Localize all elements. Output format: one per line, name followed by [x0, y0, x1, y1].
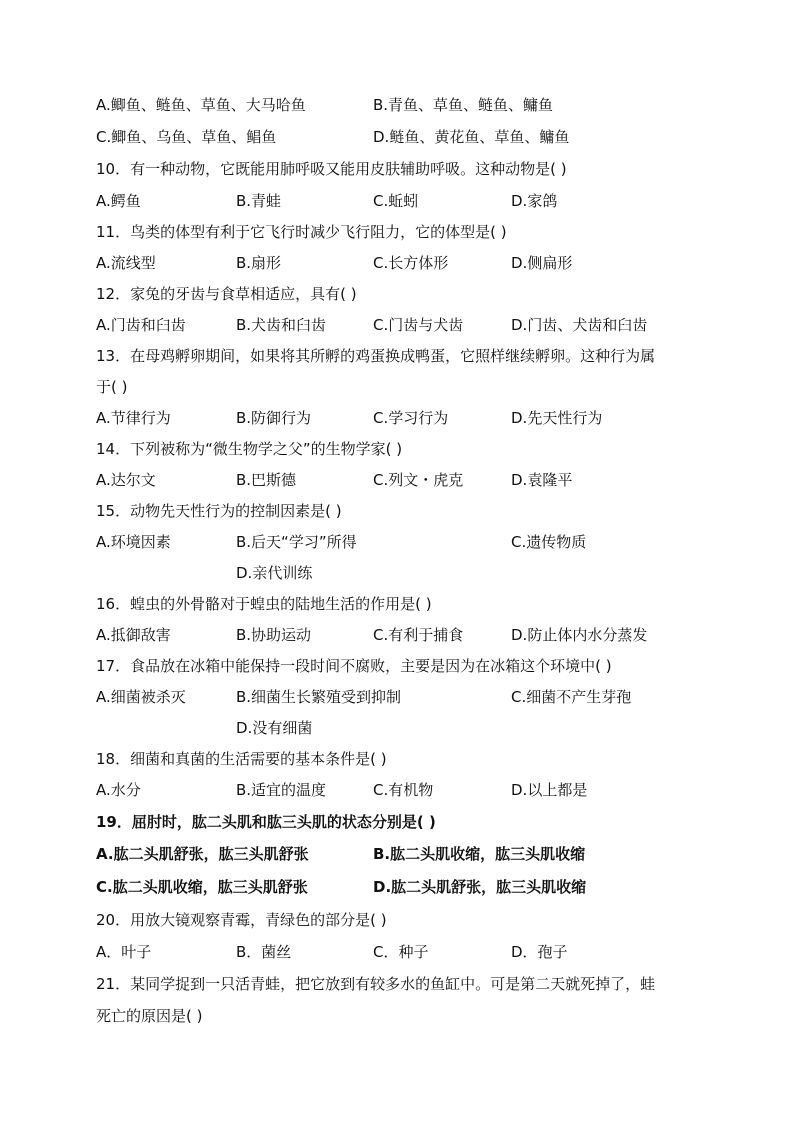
- option-b[interactable]: B.适宜的温度: [236, 781, 327, 799]
- option-c[interactable]: C.有机物: [373, 781, 434, 799]
- option-a[interactable]: A.肱二头肌舒张，肱三头肌舒张: [96, 845, 309, 863]
- question-text: 17．食品放在冰箱中能保持一段时间不腐败，主要是因为在冰箱这个环境中( ): [96, 657, 612, 675]
- option-b[interactable]: B．菌丝: [236, 943, 292, 961]
- option-a[interactable]: A.细菌被杀灭: [96, 688, 186, 706]
- question-text: 14．下列被称为“微生物学之父”的生物学家( ): [96, 440, 403, 458]
- option-d[interactable]: D.以上都是: [511, 781, 588, 799]
- option-d[interactable]: D.肱二头肌舒张，肱三头肌收缩: [373, 878, 587, 896]
- question-text: 12．家兔的牙齿与食草相适应，具有( ): [96, 285, 357, 303]
- option-c[interactable]: C.列文・虎克: [373, 471, 464, 489]
- option-c[interactable]: C.细菌不产生芽孢: [511, 688, 632, 706]
- option-d[interactable]: D.家鸽: [511, 192, 558, 210]
- option-c[interactable]: C.学习行为: [373, 409, 449, 427]
- option-d[interactable]: D.防止体内水分蒸发: [511, 626, 648, 644]
- question-text: 19．屈肘时，肱二头肌和肱三头肌的状态分别是( ): [96, 813, 436, 831]
- option-c[interactable]: C.肱二头肌收缩，肱三头肌舒张: [96, 878, 308, 896]
- question-text: 13．在母鸡孵卵期间，如果将其所孵的鸡蛋换成鸭蛋，它照样继续孵卵。这种行为属: [96, 347, 656, 365]
- question-text: 20．用放大镜观察青霉，青绿色的部分是( ): [96, 911, 387, 929]
- option-b[interactable]: B.青蛙: [236, 192, 282, 210]
- option-c[interactable]: C.蚯蚓: [373, 192, 419, 210]
- option-d[interactable]: D.先天性行为: [511, 409, 603, 427]
- question-text: 于( ): [96, 378, 128, 396]
- option-d[interactable]: D.亲代训练: [236, 564, 313, 582]
- option-a[interactable]: A.门齿和臼齿: [96, 316, 186, 334]
- option-a[interactable]: A.流线型: [96, 254, 156, 272]
- option-d[interactable]: D.鲢鱼、黄花鱼、草鱼、鳙鱼: [373, 128, 570, 146]
- option-d[interactable]: D.袁隆平: [511, 471, 573, 489]
- option-a[interactable]: A.节律行为: [96, 409, 171, 427]
- option-d[interactable]: D.没有细菌: [236, 719, 313, 737]
- option-a[interactable]: A.环境因素: [96, 533, 171, 551]
- option-b[interactable]: B.细菌生长繁殖受到抑制: [236, 688, 402, 706]
- option-c[interactable]: C.长方体形: [373, 254, 449, 272]
- option-b[interactable]: B.协助运动: [236, 626, 312, 644]
- option-d[interactable]: D．孢子: [511, 943, 568, 961]
- option-c[interactable]: C.鲫鱼、乌鱼、草鱼、鲳鱼: [96, 128, 277, 146]
- option-b[interactable]: B.巴斯德: [236, 471, 297, 489]
- option-b[interactable]: B.防御行为: [236, 409, 312, 427]
- option-a[interactable]: A.鳄鱼: [96, 192, 141, 210]
- option-a[interactable]: A.抵御敌害: [96, 626, 171, 644]
- option-d[interactable]: D.侧扁形: [511, 254, 573, 272]
- option-c[interactable]: C.有利于捕食: [373, 626, 464, 644]
- question-text: 15．动物先天性行为的控制因素是( ): [96, 502, 342, 520]
- option-a[interactable]: A.鲫鱼、鲢鱼、草鱼、大马哈鱼: [96, 96, 306, 114]
- option-c[interactable]: C.遗传物质: [511, 533, 587, 551]
- option-a[interactable]: A.达尔文: [96, 471, 156, 489]
- option-b[interactable]: B.犬齿和臼齿: [236, 316, 327, 334]
- option-c[interactable]: C．种子: [373, 943, 429, 961]
- option-a[interactable]: A．叶子: [96, 943, 152, 961]
- option-d[interactable]: D.门齿、犬齿和臼齿: [511, 316, 648, 334]
- option-c[interactable]: C.门齿与犬齿: [373, 316, 464, 334]
- question-text: 18．细菌和真菌的生活需要的基本条件是( ): [96, 750, 387, 768]
- question-text: 21．某同学捉到一只活青蛙，把它放到有较多水的鱼缸中。可是第二天就死掉了，蛙: [96, 975, 656, 993]
- option-a[interactable]: A.水分: [96, 781, 141, 799]
- option-b[interactable]: B.后天“学习”所得: [236, 533, 357, 551]
- question-text: 死亡的原因是( ): [96, 1007, 203, 1025]
- question-text: 16．蝗虫的外骨骼对于蝗虫的陆地生活的作用是( ): [96, 595, 432, 613]
- option-b[interactable]: B.肱二头肌收缩，肱三头肌收缩: [373, 845, 586, 863]
- question-text: 11．鸟类的体型有利于它飞行时减少飞行阻力，它的体型是( ): [96, 223, 507, 241]
- question-text: 10．有一种动物，它既能用肺呼吸又能用皮肤辅助呼吸。这种动物是( ): [96, 160, 567, 178]
- option-b[interactable]: B.青鱼、草鱼、鲢鱼、鳙鱼: [373, 96, 554, 114]
- option-b[interactable]: B.扇形: [236, 254, 282, 272]
